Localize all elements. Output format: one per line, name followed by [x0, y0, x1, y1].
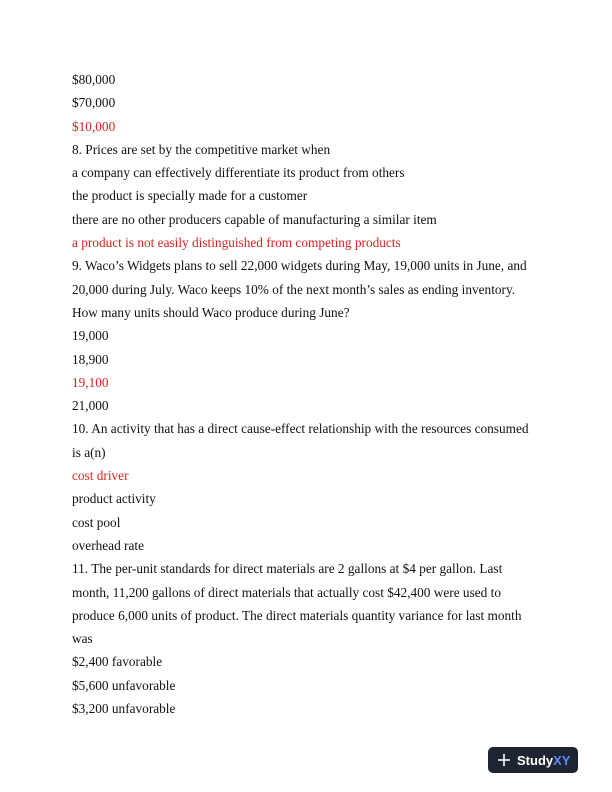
text-line: cost pool: [72, 514, 121, 530]
text-line: the product is specially made for a customer: [72, 188, 308, 204]
answer-line: a product is not easily distinguished from competing products: [72, 235, 401, 251]
text-line: 11. The per-unit standards for direct materials are 2 gallons at $4 per gallon. Last: [72, 561, 503, 577]
text-line: overhead rate: [72, 537, 144, 553]
text-line: was: [72, 631, 93, 647]
text-line: 18,900: [72, 351, 109, 367]
text-line: $2,400 favorable: [72, 654, 163, 670]
answer-line: cost driver: [72, 468, 129, 484]
brand-accent: XY: [553, 752, 571, 768]
text-line: produce 6,000 units of product. The direct materials quantity variance for last month: [72, 607, 522, 623]
text-line: 20,000 during July. Waco keeps 10% of the next month’s sales as ending inventory.: [72, 281, 516, 297]
text-line: $70,000: [72, 95, 116, 111]
text-line: 8. Prices are set by the competitive market when: [72, 141, 331, 157]
text-line: 9. Waco’s Widgets plans to sell 22,000 widgets during May, 19,000 units in June, and: [72, 258, 527, 274]
text-line: a company can effectively differentiate its product from others: [72, 165, 405, 181]
document-page: [72, 68, 552, 720]
brand-main: Study: [517, 752, 554, 768]
text-line: there are no other producers capable of manufacturing a similar item: [72, 211, 437, 227]
text-line: 19,000: [72, 328, 109, 344]
answer-line: 19,100: [72, 374, 109, 390]
text-line: month, 11,200 gallons of direct materials that actually cost $42,400 were used to: [72, 584, 501, 600]
text-line: $5,600 unfavorable: [72, 677, 176, 693]
plus-icon: [497, 753, 511, 767]
text-line: is a(n): [72, 444, 106, 460]
text-line: $3,200 unfavorable: [72, 701, 176, 717]
text-line: product activity: [72, 491, 156, 507]
text-line: $80,000: [72, 72, 116, 87]
studyxy-badge[interactable]: [488, 747, 578, 773]
text-line: 10. An activity that has a direct cause-effect relationship with the resources consumed: [72, 421, 529, 437]
text-line: How many units should Waco produce during June?: [72, 304, 350, 320]
answer-line: $10,000: [72, 118, 116, 134]
text-line: 21,000: [72, 398, 109, 414]
